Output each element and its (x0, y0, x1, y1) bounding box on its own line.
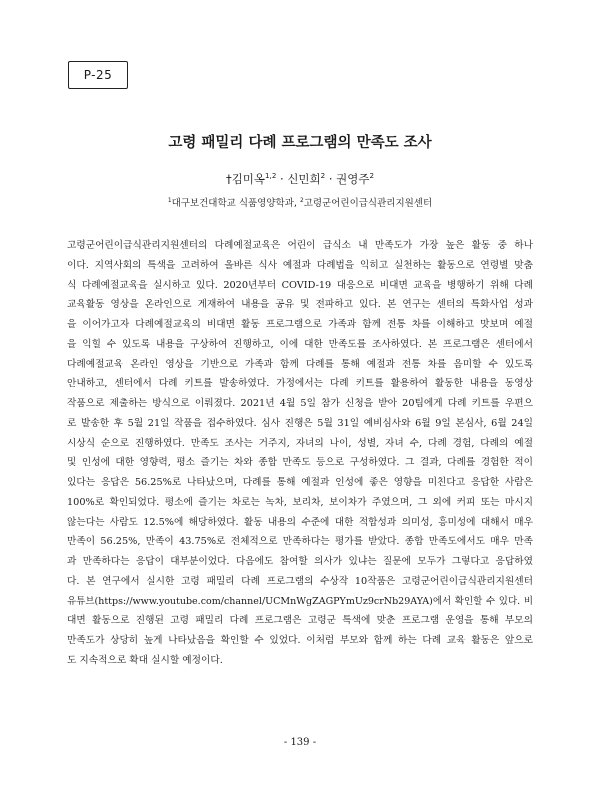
body-line: 있다는 응답은 56.25%로 나타났으며, 다례를 통해 예절과 인성에 좋은 영향을 미친다고 응답한 사람은 (67, 477, 533, 488)
body-line: 도 지속적으로 확대 실시할 예정이다. (67, 654, 223, 666)
body-line: 다례예절교육 온라인 영상을 기반으로 가족과 함께 다례를 통해 예절과 전통 차를 음미할 수 있도록 (67, 358, 533, 370)
body-line: 만족도가 상당히 높게 나타났음을 확인할 수 있었다. 이처럼 부모와 함께 하는 다례 교육 활동은 앞으로 (67, 635, 533, 646)
session-label-box (68, 61, 128, 89)
author-1: 김미옥 (231, 172, 266, 186)
body-line: 식 다례예절교육을 실시하고 있다. 2020년부터 COVID-19 대응으로 비대면 교육을 병행하기 위해 다례 (67, 279, 533, 291)
paper-title: 고령 패밀리 다례 프로그램의 만족도 조사 (168, 135, 432, 151)
body-line: 안내하고, 센터에서 다례 키트를 발송하였다. 가정에서는 다례 키트를 활용하여 활동한 내용을 동영상 (67, 378, 533, 390)
body-line: 이다. 지역사회의 특색을 고려하여 올바른 식사 예절과 다례법을 익히고 실천하는 활동으로 연령별 맞춤 (67, 259, 533, 271)
author-list (0, 171, 600, 187)
page-number: - 139 - (283, 737, 317, 748)
session-label: P-25 (83, 68, 113, 82)
author-1-affil: 1,2 (265, 171, 277, 181)
body-line: 만족이 56.25%, 만족이 43.75%로 전체적으로 만족하다는 평가를 받았다. 종합 만족도에서도 매우 만족 (67, 536, 533, 548)
body-line: 대면 활동으로 진행된 고령 패밀리 다례 프로그램은 고령군 특색에 맞춘 프로그램 운영을 통해 부모의 (67, 615, 533, 627)
body-line: 교육활동 영상을 온라인으로 게재하여 내용을 공유 및 전파하고 있다. 본 연구는 센터의 특화사업 성과 (67, 299, 533, 311)
abstract-body (67, 236, 533, 671)
body-line: 고령군어린이급식관리지원센터의 다례예절교육은 어린이 급식소 내 만족도가 가장 높은 활동 중 하나 (67, 240, 533, 251)
body-line: 다. 본 연구에서 실시한 고령 패밀리 다례 프로그램의 수상작 10작품은 고령군어린이급식관리지원센터 (67, 575, 533, 587)
body-line: 로 발송한 후 5월 21일 작품을 접수하였다. 심사 진행은 5월 31일 예비심사와 6월 9일 본심사, 6월 24일 (67, 417, 533, 429)
author-separator: · (276, 172, 288, 186)
body-line: 을 익힐 수 있도록 내용을 구상하여 진행하고, 이에 대한 만족도를 조사하였다. 본 프로그램은 센터에서 (67, 338, 533, 350)
affil-1-marker: 1 (167, 197, 172, 204)
body-line: 및 인성에 대한 영향력, 평소 즐기는 차와 종합 만족도 등으로 구성하였다. 그 결과, 다례를 경험한 적이 (67, 457, 533, 469)
body-line: 100%로 확인되었다. 평소에 즐기는 차로는 녹차, 보리차, 보이차가 주였으며, 그 외에 커피 또는 마시지 (67, 496, 533, 508)
body-line: 을 이어가고자 다례예절교육의 비대면 활동 프로그램으로 가족과 함께 전통 차를 이해하고 맛보며 예절 (67, 319, 533, 330)
author-2-affil: 2 (320, 171, 326, 181)
body-line: 과 만족하다는 응답이 대부분이었다. 다음에도 참여할 의사가 있냐는 질문에 모두가 그렇다고 응답하였 (67, 556, 533, 567)
affil-2: 고령군어린이급식관리지원센터 (303, 198, 433, 209)
body-line: 유튜브(https://www.youtube.com/channel/UCMnWgZAGPYmUz9crNb29AYA)에서 확인할 수 있다. 비 (67, 595, 533, 607)
body-line: 시상식 순으로 진행하였다. 만족도 조사는 거주지, 자녀의 나이, 성별, 자녀 수, 다례 경험, 다례의 예절 (67, 437, 533, 449)
body-line: 않는다는 사람도 12.5%에 해당하였다. 활동 내용의 수준에 대한 적합성과 의미성, 흥미성에 대해서 매우 (67, 516, 533, 528)
author-2: 신민희 (287, 172, 321, 186)
affil-1: 대구보건대학교 식품영양학과, (171, 198, 300, 209)
corresponding-marker: † (225, 172, 232, 186)
affil-2-marker: 2 (299, 197, 304, 204)
author-3: 권영주 (336, 172, 370, 186)
affiliations (0, 195, 600, 209)
body-line: 작품으로 제출하는 방식으로 이뤄졌다. 2021년 4월 5일 참가 신청을 받아 20팀에게 다례 키트를 우편으 (67, 398, 533, 409)
author-3-affil: 2 (369, 171, 375, 181)
author-separator: · (325, 172, 337, 186)
